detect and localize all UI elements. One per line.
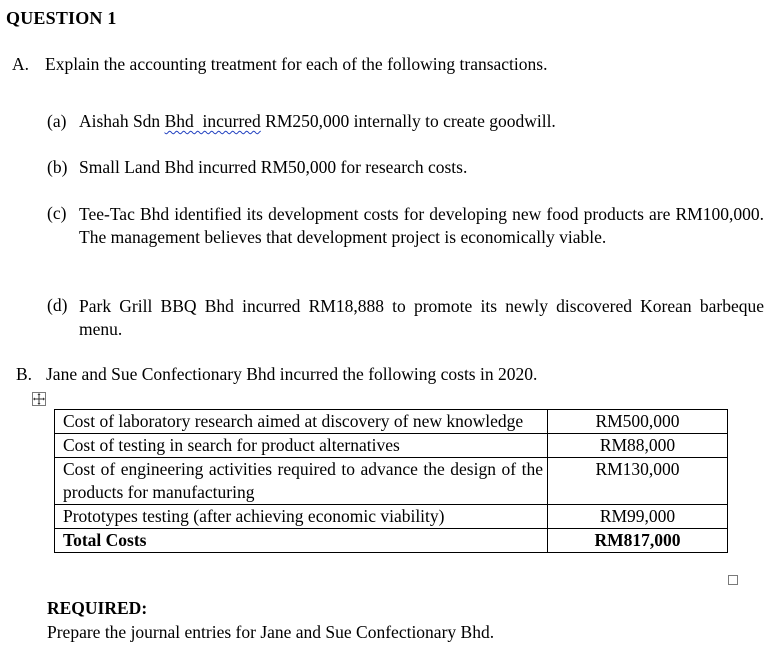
- resize-square-icon[interactable]: [728, 575, 738, 585]
- total-label: Total Costs: [55, 529, 548, 553]
- section-b-letter: B.: [16, 364, 33, 384]
- section-a-heading: [12, 54, 547, 75]
- cost-description: Cost of engineering activities required to advance the design of the products for manufacturing: [55, 458, 548, 505]
- item-b-text: Small Land Bhd incurred RM50,000 for research costs.: [79, 157, 468, 177]
- total-amount: RM817,000: [548, 529, 728, 553]
- item-d-text: Park Grill BBQ Bhd incurred RM18,888 to promote its newly discovered Korean barbeque menu.: [79, 296, 764, 339]
- cost-amount: RM130,000: [548, 458, 728, 505]
- section-a-instruction: Explain the accounting treatment for each of the following transactions.: [45, 54, 548, 74]
- table-row: [55, 410, 728, 434]
- item-c-label: (c): [47, 203, 67, 223]
- section-b-instruction: Jane and Sue Confectionary Bhd incurred the following costs in 2020.: [46, 364, 538, 384]
- cost-description: Cost of laboratory research aimed at discovery of new knowledge: [55, 410, 548, 434]
- cost-amount: RM500,000: [548, 410, 728, 434]
- item-b-label: (b): [47, 157, 68, 177]
- table-row: [55, 434, 728, 458]
- item-a-label: (a): [47, 111, 67, 131]
- section-a-letter: A.: [12, 54, 30, 74]
- cost-description: Cost of testing in search for product alternatives: [55, 434, 548, 458]
- move-arrows-icon[interactable]: [32, 392, 46, 406]
- total-row: [55, 529, 728, 553]
- question-title: QUESTION 1: [6, 8, 117, 28]
- required-label: REQUIRED:: [47, 598, 148, 618]
- cost-description: Prototypes testing (after achieving economic viability): [55, 505, 548, 529]
- table-row: [55, 458, 728, 505]
- cost-amount: RM99,000: [548, 505, 728, 529]
- item-a-text-after: RM250,000 internally to create goodwill.: [260, 111, 556, 131]
- required-text: Prepare the journal entries for Jane and Sue Confectionary Bhd.: [47, 622, 495, 642]
- section-b-heading: [16, 364, 537, 385]
- spellcheck-flagged-words[interactable]: Bhd incurred: [164, 111, 261, 131]
- item-a-text-before: Aishah Sdn: [79, 111, 165, 131]
- table-row: [55, 505, 728, 529]
- item-a-text: [79, 111, 556, 132]
- costs-table: [54, 409, 728, 553]
- item-c-text: Tee-Tac Bhd identified its development costs for developing new food products are RM100,000. The management believes that development project is economically viable.: [79, 204, 764, 247]
- item-d-label: (d): [47, 295, 68, 315]
- cost-amount: RM88,000: [548, 434, 728, 458]
